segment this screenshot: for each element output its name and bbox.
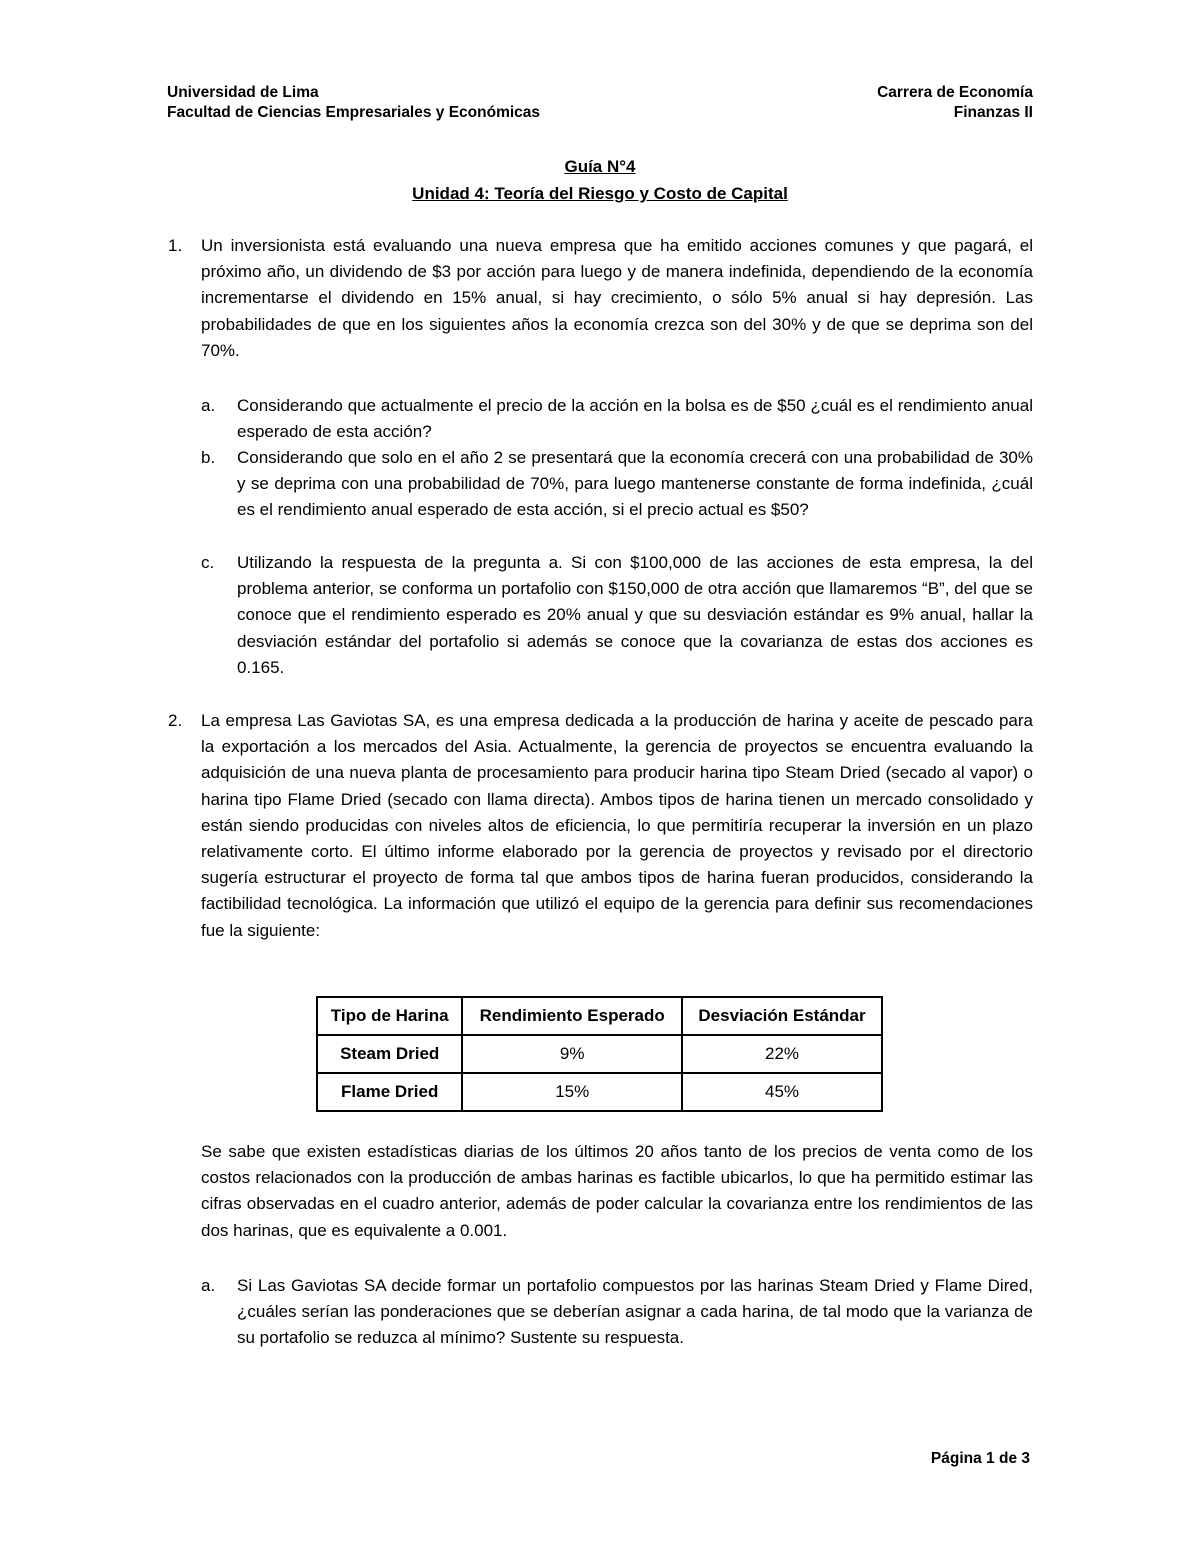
course-name: Finanzas II bbox=[953, 104, 1033, 121]
faculty-name: Facultad de Ciencias Empresariales y Económicas bbox=[167, 104, 541, 121]
table-header-row bbox=[317, 997, 882, 1035]
q2-item-a-letter: a. bbox=[201, 1276, 216, 1295]
q1-item-b-text: Considerando que solo en el año 2 se presentará que la economía crecerá con una probabilidad de 30% y se deprima con una probabilidad de 70%, para luego mantenerse constante de forma indefinida, ¿cuál es el rendimiento anual esperado de esta acción, si el precio actual es $50? bbox=[237, 448, 1033, 520]
harina-table bbox=[316, 996, 883, 1112]
table-row bbox=[317, 1035, 882, 1073]
question-1-text: Un inversionista está evaluando una nueva empresa que ha emitido acciones comunes y que pagará, el próximo año, un dividendo de $3 por acción para luego y de manera indefinida, dependiendo de la economía incrementarse el dividendo en 15% anual, si hay crecimiento, o sólo 5% anual si hay depresión. Las probabilidades de que en los siguientes años la economía crezca son del 30% y de que se deprima son del 70%. bbox=[201, 236, 1033, 360]
header-left bbox=[167, 83, 540, 123]
q1-item-a-letter: a. bbox=[201, 396, 216, 415]
header-right bbox=[877, 83, 1033, 123]
q1-item-b-letter: b. bbox=[201, 448, 216, 467]
unit-title: Unidad 4: Teoría del Riesgo y Costo de Capital bbox=[412, 184, 788, 203]
table-cell: Steam Dried bbox=[317, 1035, 462, 1073]
career-name: Carrera de Economía bbox=[877, 84, 1033, 101]
table-header-cell: Rendimiento Esperado bbox=[462, 997, 682, 1035]
question-1-number: 1. bbox=[168, 236, 183, 255]
table-header-cell: Tipo de Harina bbox=[317, 997, 462, 1035]
table-cell: 22% bbox=[682, 1035, 882, 1073]
q1-item-c-text: Utilizando la respuesta de la pregunta a. Si con $100,000 de las acciones de esta empresa, la del problema anterior, se conforma un portafolio con $150,000 de otra acción que llamaremos “B”, del que se conoce que el rendimiento esperado es 20% anual y que su desviación estándar es 9% anual, hallar la desviación estándar del portafolio si además se conoce que la covarianza de estas dos acciones es 0.165. bbox=[237, 553, 1033, 677]
page-number: Página 1 de 3 bbox=[930, 1450, 1030, 1467]
question-2-number: 2. bbox=[168, 711, 183, 730]
university-name: Universidad de Lima bbox=[167, 84, 319, 101]
table-header-cell: Desviación Estándar bbox=[682, 997, 882, 1035]
q1-item-a-text: Considerando que actualmente el precio de la acción en la bolsa es de $50 ¿cuál es el rendimiento anual esperado de esta acción? bbox=[237, 396, 1033, 442]
table-cell: Flame Dried bbox=[317, 1073, 462, 1111]
table-row bbox=[317, 1073, 882, 1111]
table-cell: 45% bbox=[682, 1073, 882, 1111]
question-2-text: La empresa Las Gaviotas SA, es una empresa dedicada a la producción de harina y aceite de pescado para la exportación a los mercados del Asia. Actualmente, la gerencia de proyectos se encuentra evaluando la adquisición de una nueva planta de procesamiento para producir harina tipo Steam Dried (secado al vapor) o harina tipo Flame Dried (secado con llama directa). Ambos tipos de harina tienen un mercado consolidado y están siendo producidas con niveles altos de eficiencia, lo que permitiría recuperar la inversión en un plazo relativamente corto. El último informe elaborado por la gerencia de proyectos y revisado por el directorio sugería estructurar el proyecto de forma tal que ambos tipos de harina fueran producidos, considerando la factibilidad tecnológica. La información que utilizó el equipo de la gerencia para definir sus recomendaciones fue la siguiente: bbox=[201, 711, 1033, 940]
question-2-after-table-text: Se sabe que existen estadísticas diarias de los últimos 20 años tanto de los precios de venta como de los costos relacionados con la producción de ambas harinas es factible ubicarlos, lo que ha permitido estimar las cifras observadas en el cuadro anterior, además de poder calcular la covarianza entre los rendimientos de las dos harinas, que es equivalente a 0.001. bbox=[201, 1142, 1033, 1240]
q1-item-c-letter: c. bbox=[201, 553, 215, 572]
guide-title: Guía N°4 bbox=[564, 157, 636, 176]
table-cell: 9% bbox=[462, 1035, 682, 1073]
q2-item-a-text: Si Las Gaviotas SA decide formar un portafolio compuestos por las harinas Steam Dried y Flame Dired, ¿cuáles serían las ponderaciones que se deberían asignar a cada harina, de tal modo que la varianza de su portafolio se reduzca al mínimo? Sustente su respuesta. bbox=[237, 1276, 1033, 1348]
table-cell: 15% bbox=[462, 1073, 682, 1111]
